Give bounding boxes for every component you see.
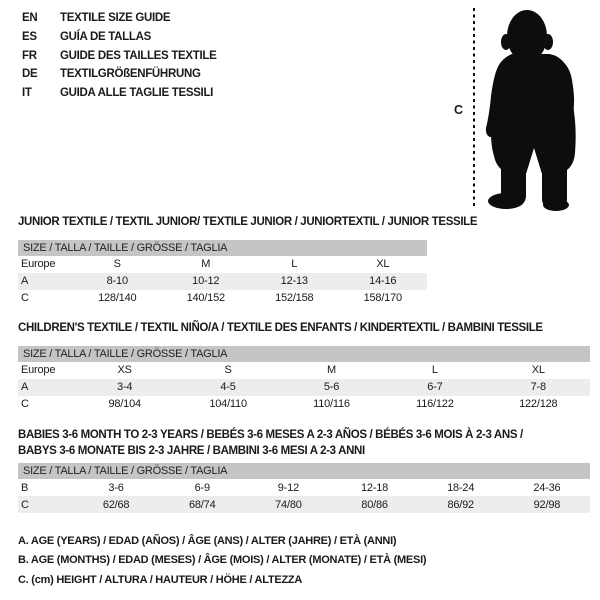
- table-row: [18, 273, 427, 290]
- table-row: [18, 290, 427, 307]
- section-title-line-2: BABYS 3-6 MONATE BIS 2-3 JAHRE / BAMBINI 3-6 MESI A 2-3 ANNI: [18, 444, 365, 457]
- section-title: CHILDREN'S TEXTILE / TEXTIL NIÑO/A / TEXTILE DES ENFANTS / KINDERTEXTIL / BAMBINI TESSILE: [18, 322, 543, 334]
- footnotes: [18, 532, 426, 590]
- table-cell: 110/116: [313, 398, 350, 410]
- table-cell: 140/152: [186, 292, 225, 304]
- language-list: [22, 9, 217, 103]
- table-cell: 6-9: [194, 481, 210, 494]
- table-cell: 74/80: [275, 498, 302, 511]
- table-cell: 12-13: [280, 275, 308, 287]
- table-cell: 3-6: [108, 481, 124, 494]
- section-title-line-1: BABIES 3-6 MONTH TO 2-3 YEARS / BEBÉS 3-6 MESES A 2-3 AÑOS / BÉBÉS 3-6 MOIS À 2-3 ANS /: [18, 429, 523, 441]
- section-babies-textile: [18, 428, 590, 513]
- table-cell: 128/140: [98, 292, 137, 304]
- table-cell: 86/92: [447, 498, 474, 511]
- table-cell: 158/170: [363, 292, 402, 304]
- footnote-a: A. AGE (YEARS) / EDAD (AÑOS) / ÂGE (ANS) / ALTER (JAHRE) / ETÀ (ANNI): [18, 535, 397, 547]
- table-cell: 9-12: [277, 481, 299, 494]
- language-row: [22, 47, 217, 66]
- table-cell: 80/86: [361, 498, 388, 511]
- table-cell: 62/68: [102, 498, 130, 511]
- table-cell: 7-8: [530, 381, 546, 393]
- language-code: IT: [22, 87, 32, 100]
- row-label: Europe: [21, 364, 56, 376]
- table-row: [18, 256, 427, 273]
- table-cell: 4-5: [220, 381, 236, 393]
- language-code: EN: [22, 12, 38, 24]
- baby-left-foot: [488, 193, 524, 209]
- size-header-bar: SIZE / TALLA / TAILLE / GRÖSSE / TAGLIA: [18, 240, 427, 256]
- table-cell: XS: [117, 364, 132, 376]
- table-cell: M: [201, 258, 211, 270]
- language-label: GUIDA ALLE TAGLIE TESSILI: [60, 87, 214, 100]
- row-label: B: [21, 481, 29, 494]
- language-code: DE: [22, 68, 38, 81]
- table-cell: 3-4: [117, 381, 133, 393]
- table-cell: 24-36: [533, 481, 561, 494]
- height-dotted-line: [473, 8, 475, 209]
- language-row: [22, 9, 217, 28]
- junior-size-table: [18, 256, 427, 307]
- table-cell: L: [431, 364, 438, 376]
- babies-size-table: [18, 479, 590, 513]
- size-header-bar: SIZE / TALLA / TAILLE / GRÖSSE / TAGLIA: [18, 346, 590, 362]
- table-cell: 12-18: [360, 481, 389, 494]
- height-marker-label: C: [454, 103, 464, 117]
- table-cell: XL: [376, 258, 390, 270]
- table-cell: 116/122: [416, 398, 454, 410]
- language-label: TEXTILE SIZE GUIDE: [60, 12, 171, 24]
- childrens-size-table: [18, 362, 590, 413]
- baby-right-ear: [543, 34, 553, 50]
- language-label: GUÍA DE TALLAS: [60, 30, 151, 43]
- table-cell: L: [291, 258, 298, 270]
- language-row: [22, 84, 217, 103]
- row-label: Europe: [21, 258, 56, 270]
- language-row: [22, 65, 217, 84]
- table-cell: 98/104: [108, 398, 141, 410]
- language-label: TEXTILGRÖßENFÜHRUNG: [60, 68, 201, 81]
- language-code: ES: [22, 30, 37, 43]
- language-code: FR: [22, 49, 37, 62]
- row-label: A: [21, 275, 29, 287]
- table-cell: S: [113, 258, 121, 270]
- table-cell: 152/158: [275, 292, 314, 304]
- row-label: A: [21, 381, 29, 393]
- table-cell: 92/98: [533, 498, 561, 511]
- table-row: [18, 396, 590, 413]
- table-cell: 14-16: [369, 275, 397, 287]
- baby-right-foot: [543, 199, 569, 211]
- row-label: C: [21, 498, 29, 511]
- section-junior-textile: [18, 216, 478, 307]
- table-row: [18, 496, 590, 513]
- size-header-bar: SIZE / TALLA / TAILLE / GRÖSSE / TAGLIA: [18, 463, 590, 479]
- section-title-block: [18, 428, 590, 459]
- language-label: GUIDE DES TAILLES TEXTILE: [60, 49, 217, 62]
- table-cell: XL: [531, 364, 545, 376]
- table-cell: 5-6: [323, 381, 340, 393]
- table-cell: 104/110: [209, 398, 247, 410]
- table-cell: 68/74: [188, 498, 216, 511]
- footnote-c: C. (cm) HEIGHT / ALTURA / HAUTEUR / HÖHE / ALTEZZA: [18, 573, 303, 586]
- row-label: C: [21, 398, 29, 410]
- section-childrens-textile: [18, 322, 590, 413]
- section-title: JUNIOR TEXTILE / TEXTIL JUNIOR/ TEXTILE JUNIOR / JUNIORTEXTIL / JUNIOR TESSILE: [18, 216, 478, 228]
- footnote-b: B. AGE (MONTHS) / EDAD (MESES) / ÂGE (MOIS) / ALTER (MONATE) / ETÀ (MESI): [18, 554, 427, 567]
- table-cell: 6-7: [427, 381, 443, 393]
- row-label: C: [21, 292, 29, 304]
- table-row: [18, 379, 590, 396]
- table-cell: 18-24: [447, 481, 475, 494]
- table-cell: S: [224, 364, 232, 376]
- table-cell: 10-12: [192, 275, 220, 287]
- baby-left-ear: [501, 34, 511, 50]
- table-cell: M: [326, 364, 336, 376]
- table-row: [18, 362, 590, 379]
- toddler-silhouette-icon: [484, 4, 596, 212]
- table-cell: 8-10: [106, 275, 128, 287]
- table-cell: 122/128: [519, 398, 558, 410]
- table-row: [18, 479, 590, 496]
- language-row: [22, 28, 217, 47]
